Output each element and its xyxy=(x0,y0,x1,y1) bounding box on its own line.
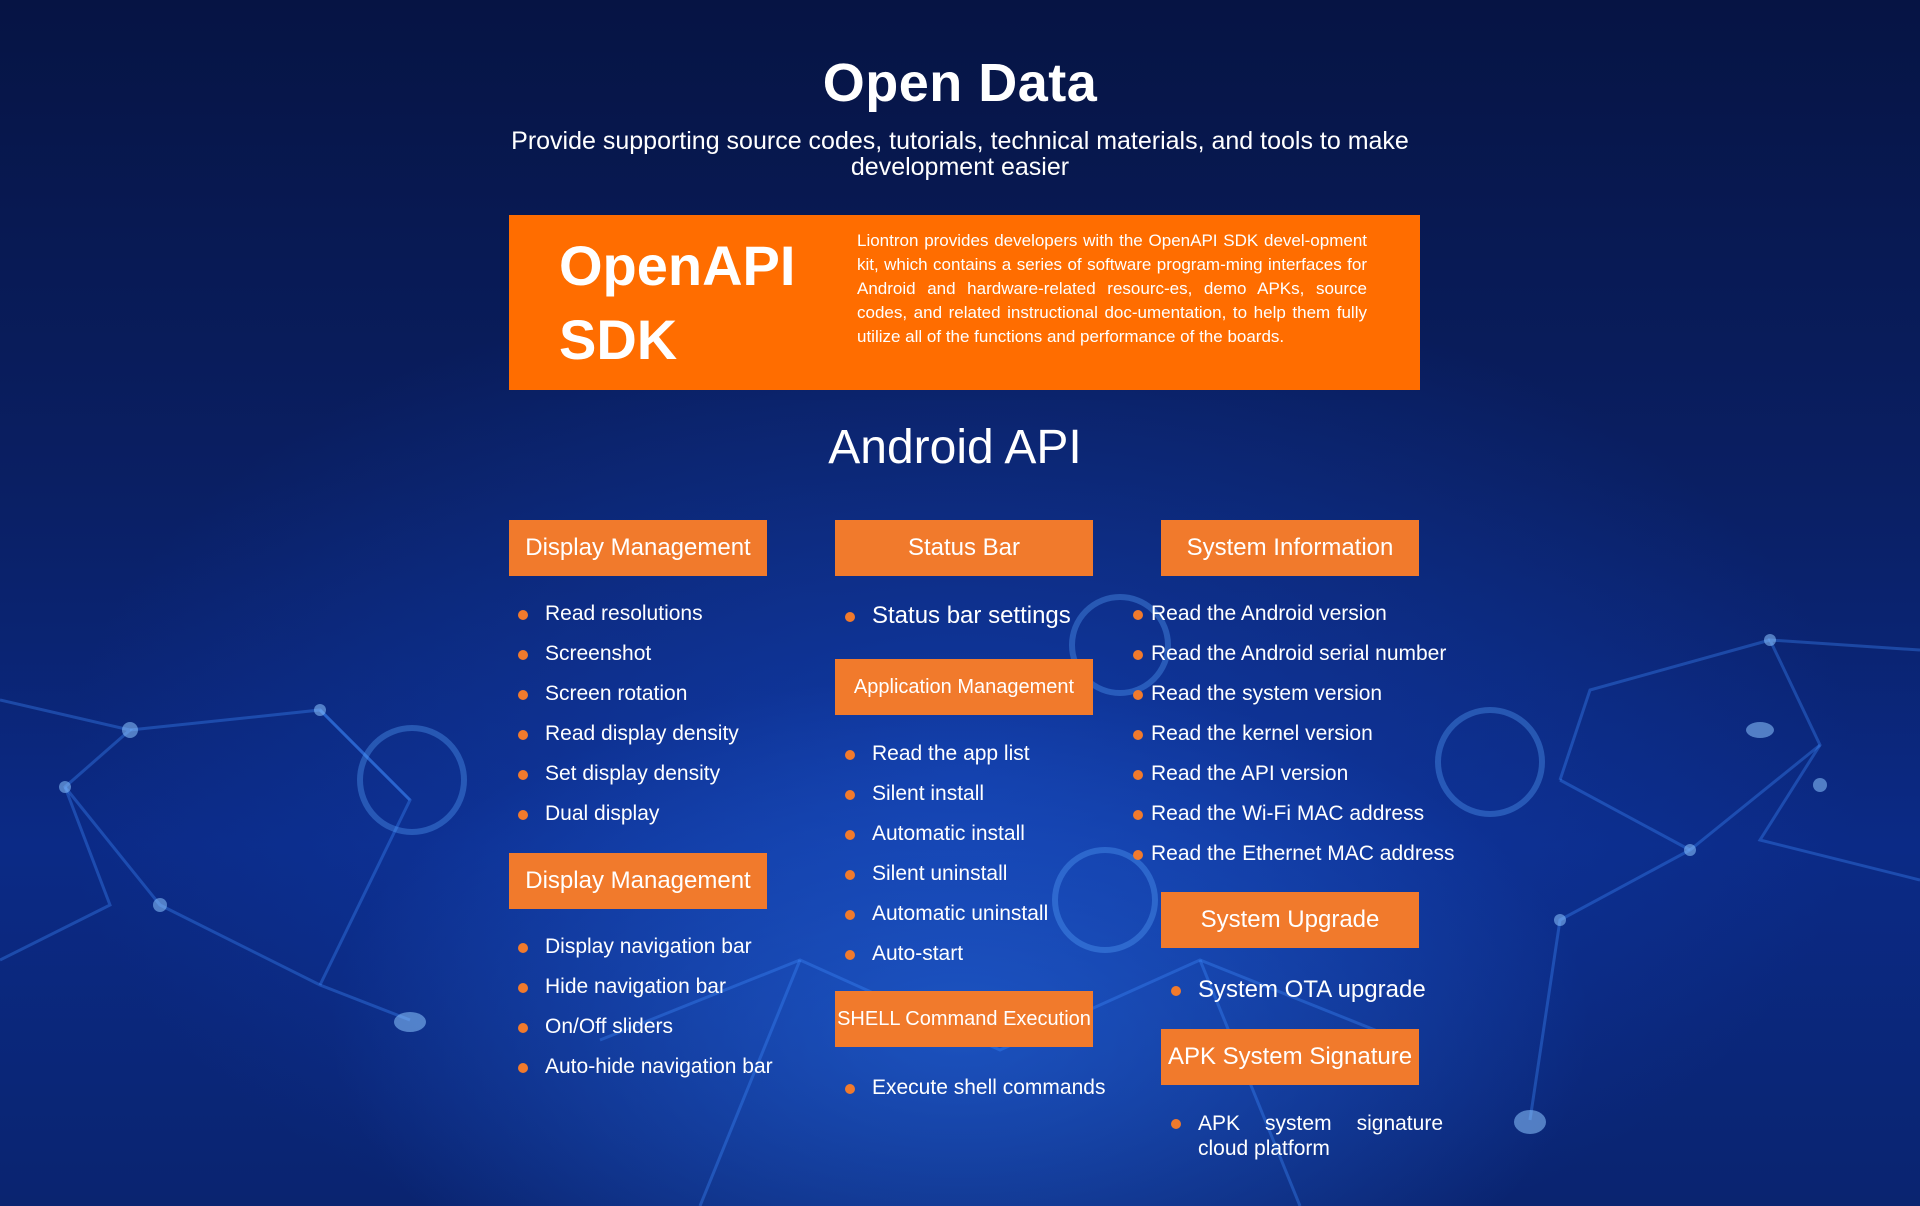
list-navigation-bar xyxy=(518,930,818,1090)
bullet-dot-icon xyxy=(518,730,528,740)
bullet-dot-icon xyxy=(518,983,528,993)
category-system-information: System Information xyxy=(1161,520,1419,576)
list-item: Read the kernel version xyxy=(1133,717,1463,757)
apk-signature-line-2: cloud platform xyxy=(1198,1137,1330,1160)
list-display-management xyxy=(518,597,778,837)
bullet-dot-icon xyxy=(518,1023,528,1033)
list-item: Dual display xyxy=(518,797,778,837)
bullet-dot-icon xyxy=(845,1084,855,1094)
bullet-dot-icon xyxy=(1171,1119,1181,1129)
bullet-dot-icon xyxy=(518,650,528,660)
list-item: Silent uninstall xyxy=(845,857,1125,897)
bullet-dot-icon xyxy=(845,612,855,622)
sdk-description: Liontron provides developers with the OpenAPI SDK devel-opment kit, which contains a series of software program-ming interfaces for Android and hardware-related resourc-es, demo APKs, source codes, and related instructional doc-umentation, to help them fully utilize all of the functions and performance of the boards. xyxy=(857,231,1367,346)
list-item: Read the Android version xyxy=(1133,597,1463,637)
list-item: Display navigation bar xyxy=(518,930,818,970)
list-item: On/Off sliders xyxy=(518,1010,818,1050)
category-apk-system-signature: APK System Signature xyxy=(1161,1029,1419,1085)
list-item: Read display density xyxy=(518,717,778,757)
category-system-upgrade: System Upgrade xyxy=(1161,892,1419,948)
list-item: Status bar settings xyxy=(845,599,1125,639)
list-item: Read the app list xyxy=(845,737,1125,777)
category-shell-command-execution: SHELL Command Execution xyxy=(835,991,1093,1047)
bullet-dot-icon xyxy=(1171,986,1181,996)
list-item: Read resolutions xyxy=(518,597,778,637)
apk-signature-line-1: APK system signature xyxy=(1198,1112,1443,1135)
sdk-title-line-1: OpenAPI xyxy=(559,234,796,297)
bullet-dot-icon xyxy=(845,950,855,960)
list-item: Execute shell commands xyxy=(845,1071,1125,1111)
page-subtitle-line-2: development easier xyxy=(850,153,1070,181)
list-item: Screenshot xyxy=(518,637,778,677)
category-application-management: Application Management xyxy=(835,659,1093,715)
bullet-dot-icon xyxy=(845,830,855,840)
openapi-sdk-banner xyxy=(509,215,1420,390)
bullet-dot-icon xyxy=(1133,810,1143,820)
list-item: Screen rotation xyxy=(518,677,778,717)
list-item: System OTA upgrade xyxy=(1171,973,1451,1013)
sdk-title-line-2: SDK xyxy=(559,308,678,371)
list-item: Automatic install xyxy=(845,817,1125,857)
list-item: Set display density xyxy=(518,757,778,797)
bullet-dot-icon xyxy=(845,910,855,920)
list-system-upgrade xyxy=(1171,973,1451,1013)
bullet-dot-icon xyxy=(518,943,528,953)
category-display-management-navigation: Display Management xyxy=(509,853,767,909)
list-item: Silent install xyxy=(845,777,1125,817)
category-status-bar: Status Bar xyxy=(835,520,1093,576)
list-item: Auto-start xyxy=(845,937,1125,977)
section-title: Android API xyxy=(828,421,1082,474)
bullet-dot-icon xyxy=(1133,690,1143,700)
category-display-management: Display Management xyxy=(509,520,767,576)
list-item: Read the Ethernet MAC address xyxy=(1133,837,1463,877)
bullet-dot-icon xyxy=(518,610,528,620)
bullet-dot-icon xyxy=(518,810,528,820)
bullet-dot-icon xyxy=(1133,730,1143,740)
sdk-title xyxy=(559,229,819,377)
list-application-management xyxy=(845,737,1125,977)
list-item: Read the Wi-Fi MAC address xyxy=(1133,797,1463,837)
list-system-information xyxy=(1133,597,1463,877)
page-subtitle xyxy=(490,128,1430,180)
bullet-dot-icon xyxy=(845,750,855,760)
list-item: Automatic uninstall xyxy=(845,897,1125,937)
list-item: Read the system version xyxy=(1133,677,1463,717)
page-title: Open Data xyxy=(822,53,1098,113)
bullet-dot-icon xyxy=(518,1063,528,1073)
bullet-dot-icon xyxy=(1133,610,1143,620)
bullet-dot-icon xyxy=(1133,850,1143,860)
bullet-dot-icon xyxy=(1133,650,1143,660)
list-item: Auto-hide navigation bar xyxy=(518,1050,818,1090)
bullet-dot-icon xyxy=(518,770,528,780)
page-subtitle-line-1: Provide supporting source codes, tutorials, technical materials, and tools to make xyxy=(511,127,1409,155)
bullet-dot-icon xyxy=(845,790,855,800)
list-shell-command xyxy=(845,1071,1125,1111)
list-item: Hide navigation bar xyxy=(518,970,818,1010)
bullet-dot-icon xyxy=(845,870,855,880)
bullet-dot-icon xyxy=(1133,770,1143,780)
list-item: Read the Android serial number xyxy=(1133,637,1463,677)
list-item: Read the API version xyxy=(1133,757,1463,797)
bullet-dot-icon xyxy=(518,690,528,700)
list-status-bar xyxy=(845,599,1125,639)
